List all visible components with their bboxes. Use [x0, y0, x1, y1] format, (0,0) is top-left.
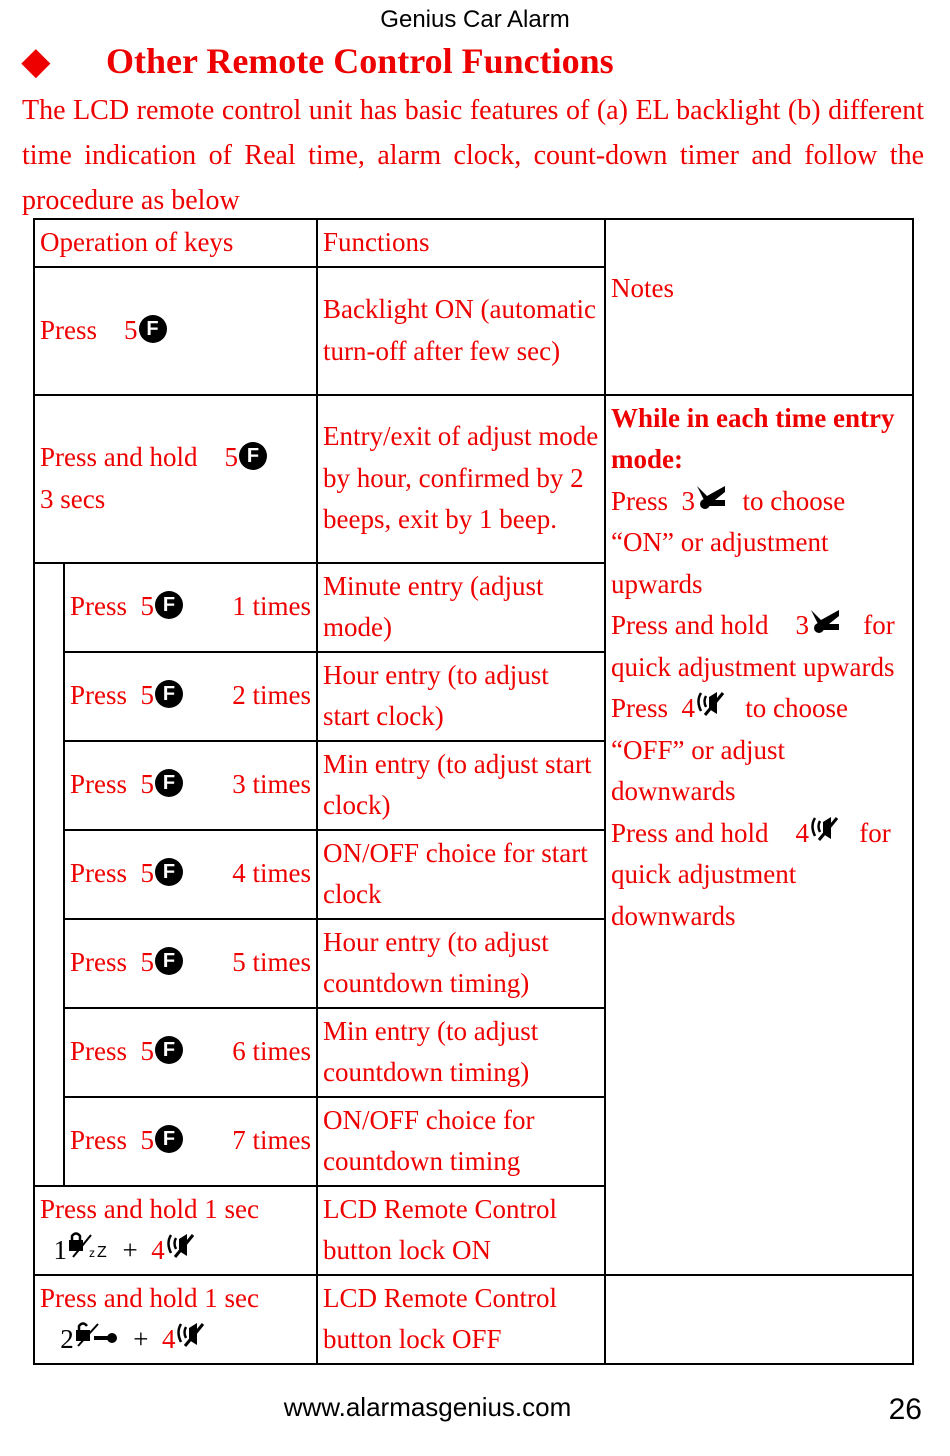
row-lock-on-function: LCD Remote Control button lock ON — [317, 1186, 605, 1275]
unlock-key-icon — [74, 1320, 120, 1348]
sub-row-function: Min entry (to adjust countdown timing) — [317, 1008, 605, 1097]
f-button-icon: F — [239, 442, 267, 470]
trunk-icon — [695, 482, 729, 510]
page-number: 26 — [888, 1393, 922, 1426]
page-header: Genius Car Alarm — [380, 6, 570, 33]
row-backlight-function: Backlight ON (automatic turn-off after few sec) — [317, 267, 605, 395]
sub-row-function: ON/OFF choice for start clock — [317, 830, 605, 919]
footer-url: www.alarmasgenius.com — [283, 1392, 572, 1422]
f-button-icon: F — [155, 591, 183, 619]
siren-mute-icon — [175, 1320, 205, 1348]
row-lock-off-function: LCD Remote Control button lock OFF — [317, 1275, 605, 1364]
siren-mute-icon — [165, 1231, 195, 1259]
svg-text:z: z — [89, 1246, 95, 1259]
svg-text:Z: Z — [97, 1244, 107, 1259]
sub-row-key: Press 5 F 3 times — [64, 741, 317, 830]
notes-cell: While in each time entry mode: Press 3 to choose “ON” or adjustment upwards Press and hold 3 for quick adjustment upwards Press 4 to choose “OFF” or adjust downwards Press and hold 4 for quick adjustment downwards — [605, 395, 913, 1275]
f-button-icon: F — [139, 315, 167, 343]
f-button-icon: F — [155, 1036, 183, 1064]
section-title — [22, 40, 614, 82]
sub-row-function: Hour entry (to adjust countdown timing) — [317, 919, 605, 1008]
row-lock-off-notes — [605, 1275, 913, 1364]
sub-row-key: Press 5 F 5 times — [64, 919, 317, 1008]
lock-zz-icon — [67, 1231, 109, 1259]
row-lock-off-key: Press and hold 1 sec 2 + 4 — [34, 1275, 317, 1364]
row-adjust-key: Press and hold 5 F 3 secs — [34, 395, 317, 563]
f-button-icon: F — [155, 769, 183, 797]
diamond-bullet-icon: ◆ — [22, 41, 50, 81]
sub-row-function: Minute entry (adjust mode) — [317, 563, 605, 652]
sub-row-key: Press 5 F 4 times — [64, 830, 317, 919]
functions-table — [33, 218, 914, 1365]
header-functions: Functions — [317, 219, 605, 267]
sub-row-key: Press 5 F 7 times — [64, 1097, 317, 1186]
section-title-text: Other Remote Control Functions — [106, 41, 614, 81]
sub-rows-spacer — [34, 563, 64, 1186]
header-notes: Notes — [605, 219, 913, 395]
f-button-icon: F — [155, 680, 183, 708]
row-adjust-function: Entry/exit of adjust mode by hour, confirmed by 2 beeps, exit by 1 beep. — [317, 395, 605, 563]
sub-row-key: Press 5 F 1 times — [64, 563, 317, 652]
trunk-icon — [809, 606, 843, 634]
header-keys: Operation of keys — [34, 219, 317, 267]
sub-row-key: Press 5 F 2 times — [64, 652, 317, 741]
f-button-icon: F — [155, 858, 183, 886]
sub-row-key: Press 5 F 6 times — [64, 1008, 317, 1097]
f-button-icon: F — [155, 947, 183, 975]
sub-row-function: Hour entry (to adjust start clock) — [317, 652, 605, 741]
sub-row-function: ON/OFF choice for countdown timing — [317, 1097, 605, 1186]
intro-paragraph: The LCD remote control unit has basic features of (a) EL backlight (b) different time indication of Real time, alarm clock, count-down timer and follow the procedure as below — [22, 95, 924, 216]
siren-mute-icon — [809, 814, 839, 842]
f-button-icon: F — [155, 1125, 183, 1153]
siren-mute-icon — [695, 689, 725, 717]
row-backlight-key: Press 5 F — [34, 267, 317, 395]
row-lock-on-key: Press and hold 1 sec 1 z Z + 4 — [34, 1186, 317, 1275]
sub-row-function: Min entry (to adjust start clock) — [317, 741, 605, 830]
